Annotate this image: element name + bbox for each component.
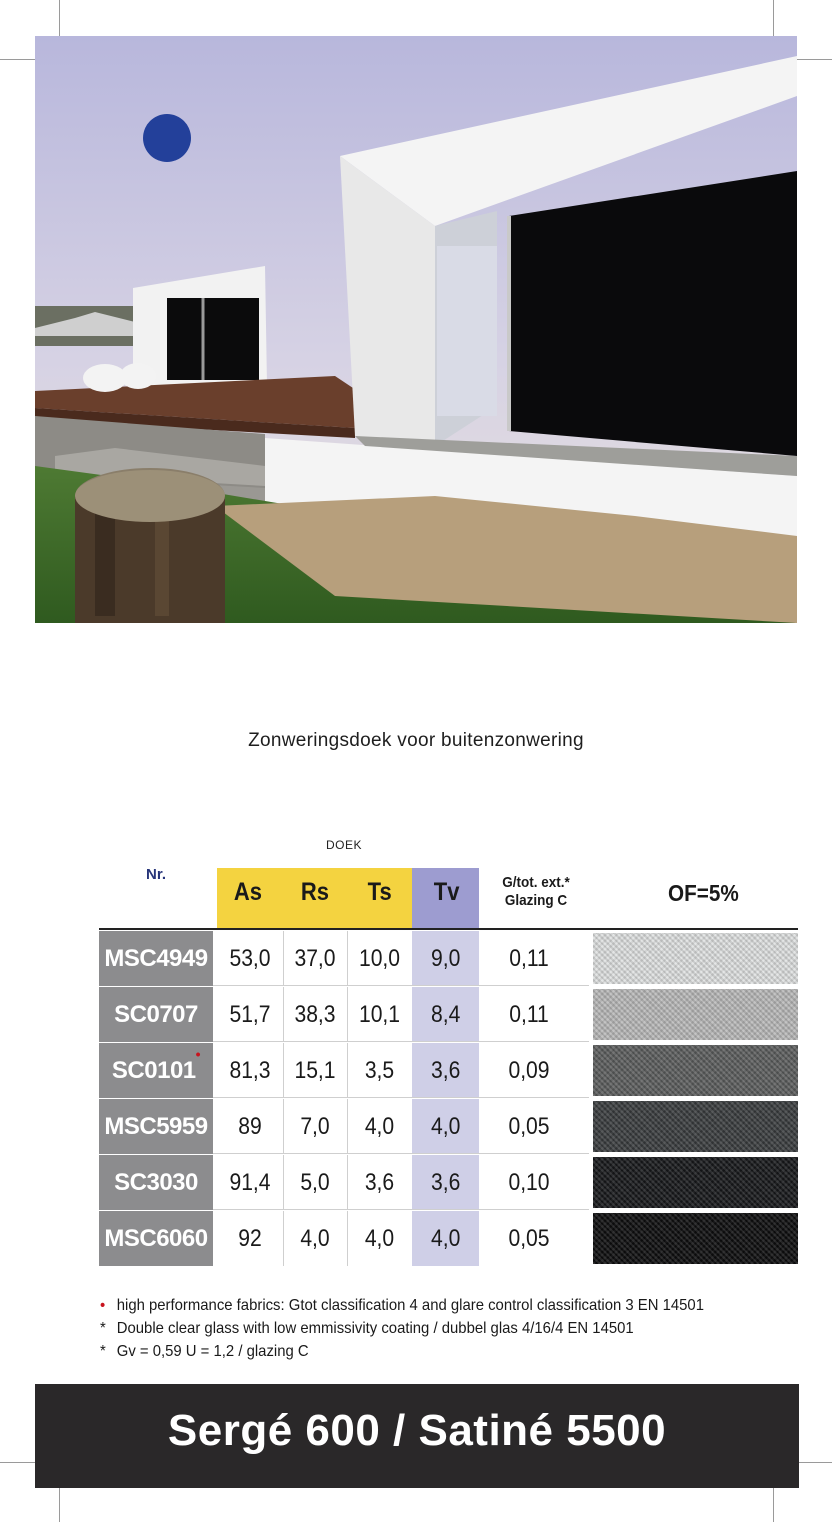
column-separator: [283, 1099, 284, 1154]
cell-gtot: 0,11: [509, 945, 549, 972]
footnote-text: high performance fabrics: Gtot classification 4 and glare control classification 3 EN 14501: [116, 1297, 704, 1314]
cell-gtot: 0,05: [508, 1225, 550, 1252]
header-ts: Ts: [367, 878, 392, 906]
crop-mark: [792, 59, 832, 60]
fabric-code-text: SC0707: [114, 1001, 198, 1028]
cell-ts: 10,1: [358, 1001, 401, 1028]
footnote-line: [100, 1294, 704, 1317]
fabric-code: [99, 987, 213, 1042]
fabric-code: [99, 931, 213, 986]
blue-dot-logo: [143, 114, 191, 162]
cell-tv: [412, 931, 479, 986]
fabric-code: [99, 1211, 213, 1266]
cell-tv-text: 4,0: [430, 1225, 461, 1252]
crop-mark: [0, 59, 40, 60]
footnote-text: Gv = 0,59 U = 1,2 / glazing C: [116, 1343, 309, 1360]
fabric-swatch: [593, 1101, 798, 1152]
column-separator: [347, 1211, 348, 1266]
column-separator: [283, 1155, 284, 1210]
table-row: [99, 1099, 589, 1154]
subtitle: Zonweringsdoek voor buitenzonwering: [248, 730, 584, 751]
fabric-code-text: SC0101: [111, 1057, 196, 1084]
cell-as: 53,0: [229, 945, 271, 972]
cell-tv-text: 9,0: [430, 945, 461, 972]
cell-gtot: 0,10: [508, 1169, 550, 1196]
column-separator: [347, 931, 348, 986]
row-divider: [213, 1097, 589, 1098]
cell-rs: 38,3: [294, 1001, 336, 1028]
header-gtot-line1: G/tot. ext.*: [502, 874, 570, 891]
column-separator: [347, 987, 348, 1042]
crop-mark: [59, 0, 60, 40]
footnote-line: [100, 1340, 704, 1363]
row-divider: [213, 1041, 589, 1042]
header-as: As: [233, 878, 263, 906]
table-row: [99, 987, 589, 1042]
cell-ts: 3,6: [364, 1169, 395, 1196]
fabric-mark: •: [195, 1046, 201, 1062]
header-gtot: [491, 874, 581, 910]
column-separator: [283, 931, 284, 986]
cell-gtot: 0,09: [508, 1057, 550, 1084]
cell-ts: 10,0: [358, 945, 401, 972]
doek-label: DOEK: [326, 838, 363, 852]
footnotes: [100, 1294, 704, 1363]
column-separator: [283, 1043, 284, 1098]
cell-tv-text: 3,6: [430, 1169, 461, 1196]
header-rs: Rs: [300, 878, 330, 906]
header-gtot-line2: Glazing C: [504, 892, 568, 909]
cell-tv: [412, 1043, 479, 1098]
cell-tv: [412, 1211, 479, 1266]
column-separator: [347, 1099, 348, 1154]
fabric-code: [99, 1099, 213, 1154]
cell-gtot: 0,11: [509, 1001, 549, 1028]
cell-rs: 4,0: [300, 1225, 330, 1252]
cell-tv-text: 8,4: [430, 1001, 461, 1028]
table-row: [99, 1043, 589, 1098]
nr-label: Nr.: [146, 866, 167, 883]
table-row: [99, 1211, 589, 1266]
cell-ts: 4,0: [364, 1113, 395, 1140]
row-divider: [213, 1209, 589, 1210]
fabric-swatch: [593, 989, 798, 1040]
cell-rs: 7,0: [300, 1113, 330, 1140]
footnote-line: [100, 1317, 704, 1340]
cell-tv: [412, 1155, 479, 1210]
cell-as: 89: [238, 1113, 262, 1140]
fabric-swatch: [593, 1157, 798, 1208]
cell-as: 92: [238, 1225, 262, 1252]
column-separator: [347, 1155, 348, 1210]
header-divider: [99, 928, 798, 930]
table-row: [99, 1155, 589, 1210]
cell-as: 51,7: [229, 1001, 271, 1028]
red-bullet: •: [100, 1297, 106, 1314]
footer-bar: [35, 1384, 799, 1488]
crop-mark: [773, 1482, 774, 1522]
cell-gtot: 0,05: [508, 1113, 550, 1140]
cell-ts: 3,5: [364, 1057, 395, 1084]
cell-as: 91,4: [229, 1169, 271, 1196]
cell-rs: 5,0: [300, 1169, 330, 1196]
cell-tv: [412, 1099, 479, 1154]
row-divider: [213, 1153, 589, 1154]
fabric-code: [99, 1155, 213, 1210]
cell-tv-text: 4,0: [430, 1113, 461, 1140]
footnote-text: Double clear glass with low emmissivity coating / dubbel glas 4/16/4 EN 14501: [116, 1320, 634, 1337]
column-separator: [283, 1211, 284, 1266]
row-divider: [213, 985, 589, 986]
cell-rs: 15,1: [294, 1057, 336, 1084]
fabric-code: [99, 1043, 213, 1098]
cell-as: 81,3: [229, 1057, 271, 1084]
table-row: [99, 931, 589, 986]
header-openness-factor: OF=5%: [668, 880, 739, 906]
fabric-swatch: [593, 1213, 798, 1264]
fabric-code-text: MSC6060: [104, 1225, 208, 1252]
product-title: Sergé 600 / Satiné 5500: [167, 1406, 667, 1455]
cell-tv-text: 3,6: [430, 1057, 461, 1084]
header-tv: Tv: [433, 878, 460, 906]
fabric-code-text: SC3030: [114, 1169, 198, 1196]
fabric-swatch: [593, 933, 798, 984]
column-separator: [347, 1043, 348, 1098]
fabric-code-text: MSC5959: [104, 1113, 208, 1140]
asterisk: *: [100, 1343, 106, 1360]
fabric-code-text: MSC4949: [104, 945, 208, 972]
cell-tv: [412, 987, 479, 1042]
crop-mark: [59, 1482, 60, 1522]
cell-ts: 4,0: [364, 1225, 395, 1252]
asterisk: *: [100, 1320, 106, 1337]
cell-rs: 37,0: [294, 945, 336, 972]
column-separator: [283, 987, 284, 1042]
house-photo: [35, 36, 797, 623]
crop-mark: [773, 0, 774, 40]
crop-mark: [0, 1462, 40, 1463]
fabric-swatch: [593, 1045, 798, 1096]
